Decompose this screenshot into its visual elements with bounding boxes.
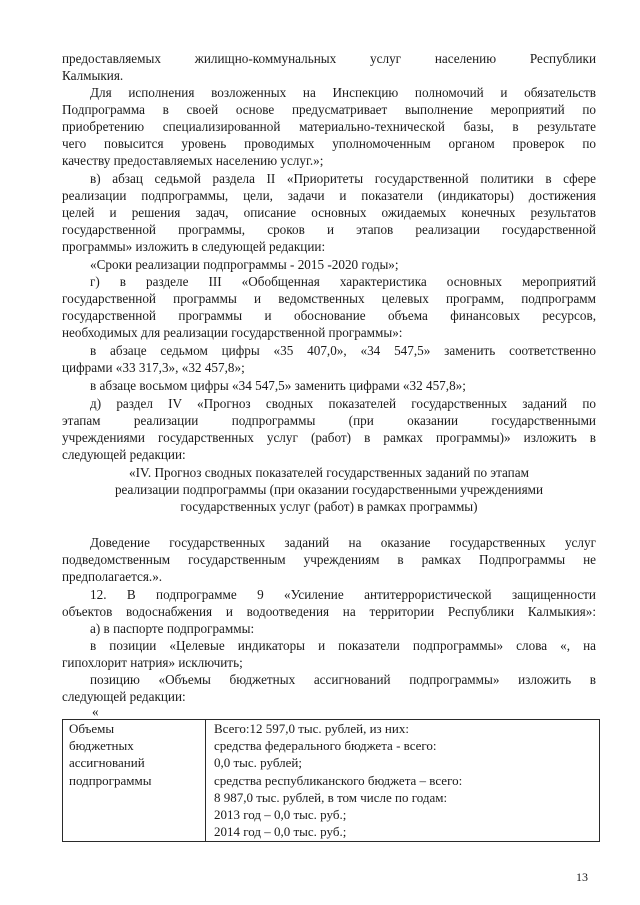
section-heading-line: «IV. Прогноз сводных показателей государственных заданий по этапам: [129, 465, 529, 480]
table-cell-line: средства республиканского бюджета – всего:: [214, 772, 463, 788]
text-line: в абзаце восьмом цифры «34 547,5» заменить цифрами «32 457,8»;: [90, 378, 466, 393]
opening-quote: «: [92, 704, 99, 719]
text-line: реализации подпрограммы, цели, задачи и показатели (индикаторы) достижения: [62, 188, 596, 203]
text-line: предполагается.».: [62, 569, 163, 584]
text-line: д) раздел IV «Прогноз сводных показателей государственных заданий по: [90, 396, 596, 411]
text-line: в позиции «Целевые индикаторы и показатели подпрограммы» слова «, на: [90, 638, 596, 653]
table-cell-line: 2013 год – 0,0 тыс. руб.;: [214, 807, 347, 823]
text-line: чего повысится уровень проводимых уполномоченным органом проверок по: [62, 136, 596, 151]
budget-table: [62, 719, 600, 842]
text-line: Калмыкия.: [62, 68, 124, 83]
text-line: а) в паспорте подпрограммы:: [90, 621, 255, 636]
text-line: государственной программы и ведомственных целевых программ, подпрограмм: [62, 291, 596, 306]
table-cell-line: ассигнований: [69, 755, 145, 771]
page-number: 13: [576, 870, 588, 884]
text-line: «Сроки реализации подпрограммы - 2015 -2020 годы»;: [90, 257, 399, 272]
section-heading-line: государственных услуг (работ) в рамках программы): [180, 499, 478, 514]
table-cell-line: 8 987,0 тыс. рублей, в том числе по годам:: [214, 789, 448, 805]
text-line: подведомственным государственным учреждениям в рамках Подпрограммы не: [62, 552, 596, 567]
text-line: необходимых для реализации государственной программы»:: [62, 325, 403, 340]
text-line: программы» изложить в следующей редакции:: [62, 239, 326, 254]
section-heading-line: реализации подпрограммы (при оказании государственными учреждениями: [114, 482, 544, 497]
table-cell-line: Всего:12 597,0 тыс. рублей, из них:: [214, 721, 409, 736]
text-line: объектов водоснабжения и водоотведения на территории Республики Калмыкия»:: [62, 604, 596, 619]
text-line: в) абзац седьмой раздела II «Приоритеты государственной политики в сфере: [90, 171, 596, 186]
text-line: государственной программы, сроков и этапов реализации государственной: [62, 222, 596, 237]
text-line: в абзаце седьмом цифры «35 407,0», «34 547,5» заменить соответственно: [90, 343, 596, 358]
text-line: приобретению специализированной материально-технической базы, в результате: [62, 119, 596, 134]
text-line: 12. В подпрограмме 9 «Усиление антитеррористической защищенности: [90, 587, 596, 602]
table-cell-line: 2014 год – 0,0 тыс. руб.;: [214, 824, 347, 840]
text-line: позицию «Объемы бюджетных ассигнований подпрограммы» изложить в: [90, 672, 596, 687]
text-line: г) в разделе III «Обобщенная характеристика основных мероприятий: [90, 274, 596, 289]
budget-value-cell: [206, 720, 600, 842]
text-line: предоставляемых жилищно-коммунальных услуг населению Республики: [62, 51, 596, 66]
text-line: гипохлорит натрия» исключить;: [62, 655, 243, 670]
text-line: следующей редакции:: [62, 689, 186, 704]
table-cell-line: средства федерального бюджета - всего:: [214, 738, 437, 754]
budget-label-cell: [63, 720, 206, 842]
table-cell-line: бюджетных: [69, 738, 134, 754]
text-line: государственной программы и обоснование объема финансовых ресурсов,: [62, 308, 596, 323]
table-cell-line: Объемы: [69, 721, 115, 736]
text-line: этапам реализации подпрограммы (при оказании государственными: [62, 413, 596, 428]
text-line: следующей редакции:: [62, 447, 186, 462]
table-row: [63, 720, 600, 842]
text-line: Подпрограмма в своей основе предусматривает выполнение мероприятий по: [62, 102, 596, 117]
table-cell-line: подпрограммы: [69, 772, 152, 788]
text-line: цифрами «33 317,3», «32 457,8»;: [62, 360, 245, 375]
text-line: Доведение государственных заданий на оказание государственных услуг: [90, 535, 596, 550]
text-line: качеству предоставляемых населению услуг.»;: [62, 153, 324, 168]
text-line: целей и решения задач, описание основных ожидаемых конечных результатов: [62, 205, 596, 220]
text-line: учреждениями государственных услуг (работ) в рамках программы)» изложить в: [62, 430, 596, 445]
text-line: Для исполнения возложенных на Инспекцию полномочий и обязательств: [90, 85, 596, 100]
table-cell-line: 0,0 тыс. рублей;: [214, 755, 302, 771]
